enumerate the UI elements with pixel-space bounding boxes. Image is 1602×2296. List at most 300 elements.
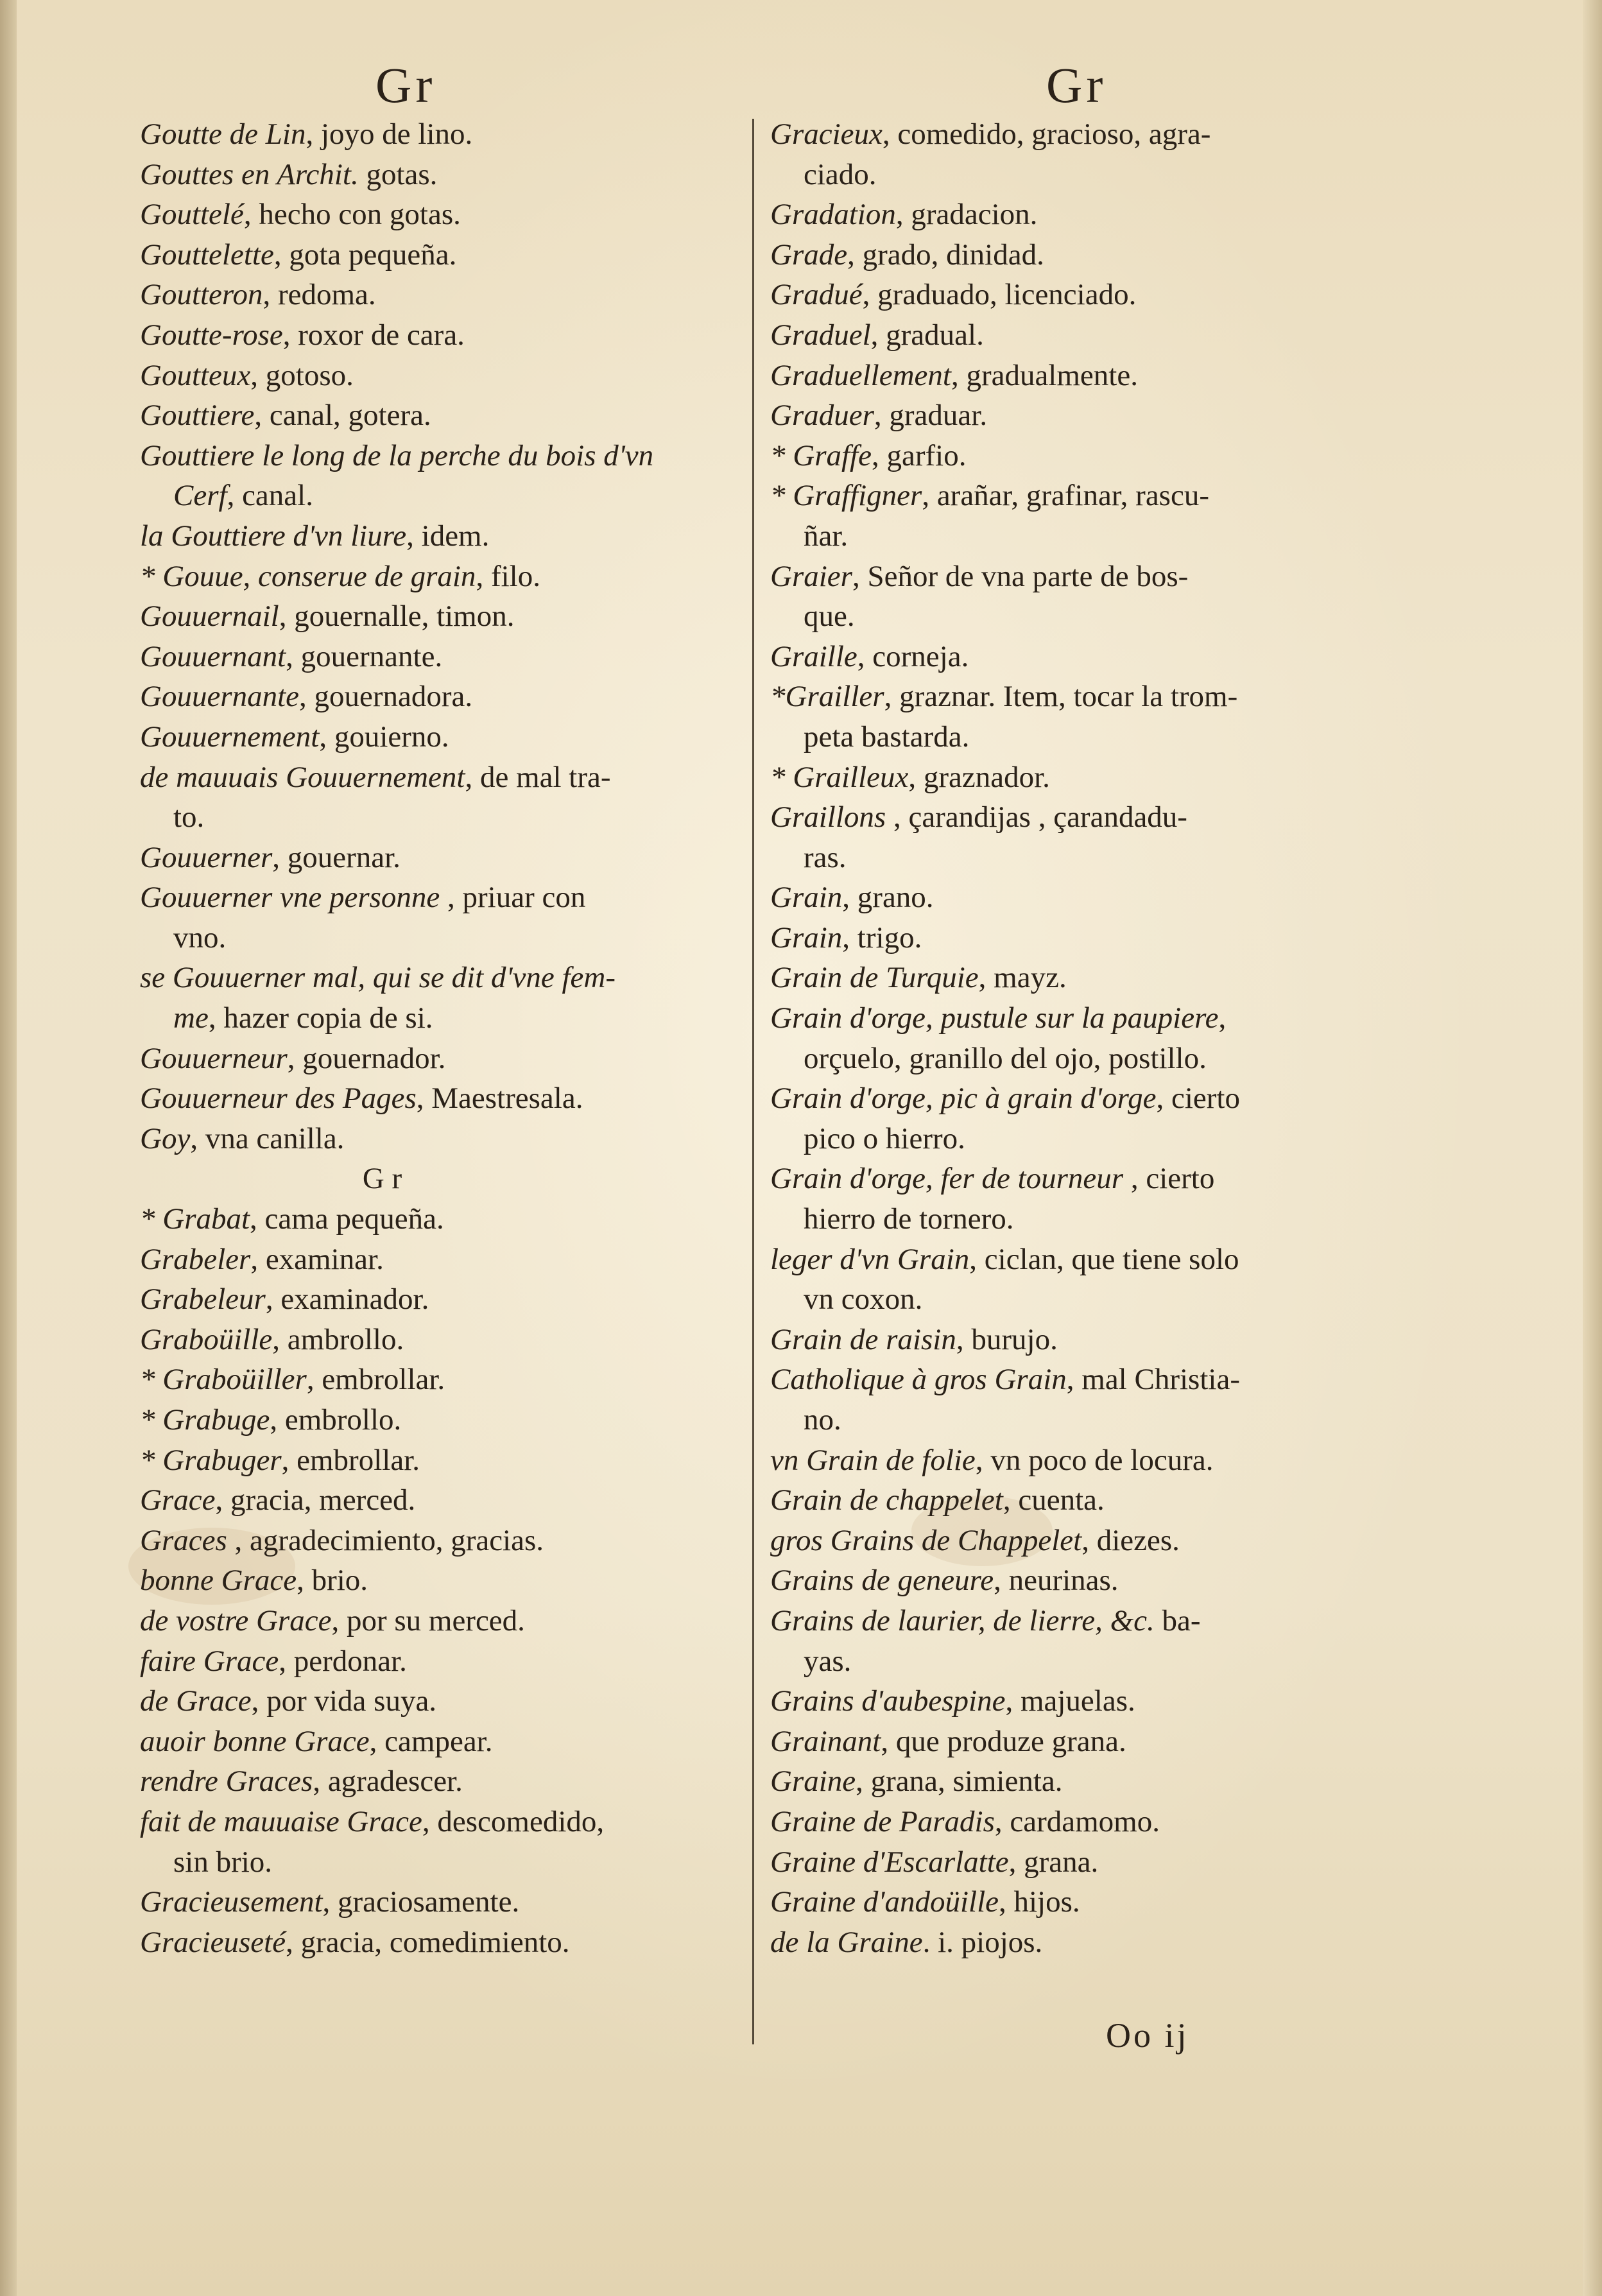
dictionary-line [140,114,740,155]
translation: brio. [311,1564,368,1598]
headword: fait de mauuaise Grace [140,1804,422,1838]
translation: Señor de vna parte de bos- [867,559,1189,593]
translation: to. [173,800,205,834]
dictionary-line [140,356,740,396]
separator: , [978,961,994,995]
dictionary-line [770,1039,1380,1079]
dictionary-line [140,1560,740,1601]
translation: agradescer. [327,1765,463,1799]
headword: Grain de Turquie [770,961,979,995]
headword: de Grace [140,1684,252,1718]
dictionary-line [140,838,740,878]
translation: vno. [173,920,227,954]
separator: , [279,1644,294,1678]
headword: * Grabat [140,1202,250,1236]
translation: ñar. [804,519,848,553]
headword: Graduel [770,318,871,352]
dictionary-line [140,1521,740,1561]
headword: Gouuernement [140,720,320,754]
translation: ciclan, que tiene solo [984,1242,1239,1276]
separator: , [299,680,314,714]
dictionary-line [140,1601,740,1641]
separator: , [331,1603,347,1637]
translation: garfio. [886,438,967,472]
translation: graznar. Item, tocar la trom- [899,680,1238,714]
translation: graciosamente. [338,1885,520,1919]
dictionary-line [140,1320,740,1360]
dictionary-line [770,395,1380,436]
separator: , [1156,1082,1171,1116]
translation: grana, simienta. [870,1765,1063,1799]
dictionary-line [140,918,740,958]
translation: embrollar. [297,1443,420,1477]
headword: Gouttelé [140,198,244,232]
headword: * Grabuger [140,1443,282,1477]
dictionary-line [140,1802,740,1842]
translation: graduar. [889,399,988,433]
dictionary-line [140,1078,740,1119]
headword: Graine d'Escarlatte [770,1845,1009,1879]
dictionary-line [140,596,740,637]
separator [359,158,366,191]
translation: yas. [804,1644,852,1678]
translation: roxor de cara. [298,318,465,352]
translation: gouernante. [300,639,443,673]
dictionary-line [770,235,1380,275]
translation: burujo. [971,1322,1058,1356]
dictionary-line [140,1239,740,1280]
dictionary-line [770,677,1380,717]
translation: gradualmente. [966,358,1138,392]
dictionary-line [770,1400,1380,1440]
headword: bonne Grace [140,1564,297,1598]
headword: Gouuernant [140,639,286,673]
translation: gotas. [366,157,438,191]
headword: * Graboüiller [140,1363,307,1397]
headword: auoir bonne Grace [140,1724,370,1758]
translation: mal Christia- [1081,1363,1240,1397]
headword: Grain de chappelet [770,1483,1003,1517]
translation: graduado, licenciado. [877,278,1137,312]
separator: , [870,318,886,352]
dictionary-line [770,1159,1380,1199]
translation: comedido, gracioso, agra- [897,117,1211,151]
dictionary-line [140,797,740,838]
dictionary-line [140,1279,740,1320]
dictionary-line [140,1922,740,1963]
headword: vn Grain de folie [770,1443,976,1477]
separator: , [1003,1483,1019,1517]
translation: cama pequeña. [264,1202,444,1236]
translation: mayz. [994,961,1067,995]
headword: gros Grains de Chappelet [770,1523,1082,1557]
translation: priuar con [462,881,586,915]
headword: Goutteux [140,358,251,392]
separator: , [440,881,463,915]
dictionary-line [770,797,1380,838]
headword: Catholique à gros Grain [770,1363,1067,1397]
translation: gouernadora. [314,680,473,714]
headword: Grabeleur [140,1282,266,1316]
headword: Gouuerner [140,840,273,874]
separator: , [881,1724,896,1758]
headword: me [173,1001,209,1035]
dictionary-line [770,1199,1380,1239]
separator: , [999,1885,1014,1919]
separator: , [895,198,911,232]
headword: * Grabuge [140,1403,270,1437]
dictionary-line [140,1480,740,1521]
separator [1155,1604,1162,1637]
separator: , [281,1443,297,1477]
page-right-edge [1583,0,1602,2296]
signature-mark: Oo ij [1106,2016,1189,2055]
translation: cierto [1146,1162,1215,1196]
separator: , [243,198,259,232]
translation: trigo. [857,920,922,954]
headword: Graier [770,559,852,593]
separator: , [250,1202,265,1236]
dictionary-line [770,1922,1380,1963]
separator: , [227,479,243,513]
translation: joyo de lino. [320,117,473,151]
translation: de mal tra- [479,760,611,794]
separator: , [287,1041,303,1075]
dictionary-line [140,1400,740,1440]
separator: , [871,438,887,472]
dictionary-line [770,1239,1380,1280]
headword: Gradation [770,198,896,232]
headword: * Graffe [770,438,872,472]
dictionary-line [140,194,740,235]
separator: , [857,639,873,673]
dictionary-line [770,596,1380,637]
headword: Graine d'andoüille [770,1885,999,1919]
dictionary-line [140,717,740,757]
headword: de vostre Grace [140,1603,332,1637]
separator: , [254,399,270,433]
headword: Grain d'orge, fer de tourneur [770,1162,1124,1196]
separator: , [847,237,863,272]
dictionary-line [770,194,1380,235]
translation: graznador. [923,760,1050,794]
headword: Grade [770,237,848,272]
dictionary-line [140,677,740,717]
translation: peta bastarda. [804,720,970,754]
dictionary-line [140,1119,740,1159]
dictionary-line [770,114,1380,155]
separator: , [1123,1162,1146,1196]
headword: Grain [770,881,843,915]
translation: por vida suya. [266,1684,437,1718]
translation: hijos. [1013,1885,1080,1919]
dictionary-line [770,356,1380,396]
translation: sin brio. [173,1845,273,1879]
headword: Goutte-rose [140,318,283,352]
separator: , [882,117,898,151]
headword: Gouuerner vne personne [140,881,440,915]
translation: que. [804,600,855,634]
translation: grano. [857,881,934,915]
dictionary-line [770,998,1380,1039]
running-head-right: Gr [1046,57,1107,113]
dictionary-line [140,1359,740,1400]
headword: Graboüille [140,1322,273,1356]
headword: Graille [770,639,857,673]
translation: ambrollo. [287,1322,404,1356]
translation: arañar, grafinar, rascu- [936,479,1209,513]
translation: G r [362,1162,402,1196]
translation: no. [804,1403,841,1437]
separator: , [975,1443,991,1477]
translation: gracia, merced. [230,1483,416,1517]
translation: gotoso. [265,358,354,392]
headword: *Grailler [770,680,884,714]
dictionary-line [770,1722,1380,1762]
dictionary-line [140,637,740,677]
separator: , [227,1523,250,1557]
translation: diezes. [1096,1523,1180,1557]
translation: gradacion. [911,198,1038,232]
separator: , [265,1282,281,1316]
headword: Gouuerneur [140,1041,288,1075]
dictionary-line [770,1802,1380,1842]
separator: , [369,1724,385,1758]
translation: cuenta. [1018,1483,1105,1517]
headword: se Gouuerner mal, qui se dit d'vne fem- [140,961,616,995]
headword: Grain d'orge, pustule sur la paupiere [770,1001,1219,1035]
translation: gouernador. [302,1041,446,1075]
translation: majuelas. [1020,1684,1135,1718]
separator: , [422,1804,438,1838]
headword: Gracieusement [140,1885,323,1919]
dictionary-line [140,1842,740,1883]
headword: de mauuais Gouuernement [140,760,465,794]
separator: , [994,1804,1010,1838]
separator: . [922,1925,938,1959]
dictionary-line [140,436,740,476]
separator: , [190,1121,205,1155]
separator: , [951,358,967,392]
translation: cardamomo. [1010,1804,1160,1838]
headword: Graduer [770,399,874,433]
separator: , [273,237,289,272]
dictionary-line [770,1119,1380,1159]
translation: çarandijas , çarandadu- [908,800,1187,834]
separator: , [465,760,480,794]
translation: perdonar. [293,1644,407,1678]
dictionary-line [770,757,1380,798]
dictionary-line [770,1279,1380,1320]
translation: canal. [242,479,313,513]
translation: Maestresala. [431,1082,583,1116]
translation: hierro de tornero. [804,1202,1014,1236]
headword: Goutteron [140,278,263,312]
headword: Grains de laurier, de lierre, &c. [770,1603,1155,1637]
translation: examinador. [280,1282,429,1316]
headword: Graduellement [770,358,951,392]
translation: vn poco de locura. [990,1443,1214,1477]
dictionary-line [770,476,1380,516]
separator: , [994,1564,1009,1598]
headword: Grain de raisin [770,1322,956,1356]
separator: , [208,1001,224,1035]
separator: , [286,1925,301,1959]
translation: agradecimiento, gracias. [250,1523,544,1557]
separator: , [1005,1684,1021,1718]
dictionary-line [770,1882,1380,1922]
separator: , [250,358,266,392]
column-rule [752,119,754,2044]
headword: Graine [770,1765,856,1799]
translation: embrollar. [322,1363,445,1397]
translation: descomedido, [437,1804,605,1838]
headword: Gouttelette [140,237,274,272]
translation: gota pequeña. [289,237,457,272]
right-column [770,114,1380,1962]
headword: * Graffigner [770,479,922,513]
separator: , [856,1765,871,1799]
dictionary-line [140,275,740,315]
dictionary-line [140,958,740,998]
separator: , [969,1242,985,1276]
translation: examinar. [265,1242,384,1276]
headword: Goy [140,1121,191,1155]
translation: campear. [384,1724,493,1758]
separator: , [306,1363,322,1397]
separator: , [1008,1845,1024,1879]
translation: orçuelo, granillo del ojo, postillo. [804,1041,1207,1075]
dictionary-line [770,1521,1380,1561]
dictionary-line [770,1480,1380,1521]
separator: , [279,600,295,634]
headword: Cerf [173,479,227,513]
dictionary-line [140,395,740,436]
dictionary-line [140,1641,740,1682]
running-head-left: Gr [375,57,436,113]
headword: Gouuerneur des Pages [140,1082,417,1116]
headword: Gouttiere [140,399,255,433]
separator: , [270,1403,285,1437]
separator: , [322,1885,338,1919]
dictionary-line [770,838,1380,878]
dictionary-line [770,1842,1380,1883]
headword: * Grailleux [770,760,909,794]
dictionary-line [770,1359,1380,1400]
separator: , [862,278,878,312]
translation: canal, gotera. [269,399,431,433]
headword: Graces [140,1523,227,1557]
translation: redoma. [277,278,376,312]
dictionary-line [140,877,740,918]
headword: faire Grace [140,1644,279,1678]
dictionary-line [770,155,1380,195]
separator: , [874,399,890,433]
dictionary-line [140,1440,740,1481]
dictionary-line [140,998,740,1039]
separator: , [250,1242,266,1276]
separator: , [842,920,857,954]
dictionary-line [140,476,740,516]
dictionary-line [770,1761,1380,1802]
separator: , [319,720,334,754]
separator: , [476,559,491,593]
dictionary-line [140,757,740,798]
translation: ba- [1162,1603,1201,1637]
headword: leger d'vn Grain [770,1242,970,1276]
headword: Graine de Paradis [770,1804,995,1838]
dictionary-line [770,1601,1380,1641]
dictionary-line [770,315,1380,356]
translation: por su merced. [346,1603,525,1637]
headword: la Gouttiere d'vn liure [140,519,407,553]
separator: , [272,1322,288,1356]
dictionary-line [140,1039,740,1079]
separator: , [286,639,301,673]
headword: Grainant [770,1724,881,1758]
translation: corneja. [872,639,969,673]
translation: i. piojos. [938,1925,1043,1959]
dictionary-line [770,1078,1380,1119]
dictionary-line [770,958,1380,998]
separator: , [297,1564,312,1598]
translation: cierto [1171,1082,1240,1116]
dictionary-line [770,877,1380,918]
translation: grado, dinidad. [862,237,1044,272]
headword: de la Graine [770,1925,923,1959]
headword: Grains de geneure [770,1564,994,1598]
dictionary-line [140,1722,740,1762]
headword: Gouuernail [140,600,279,634]
headword: Grabeler [140,1242,251,1276]
translation: neurinas. [1008,1564,1119,1598]
dictionary-line [140,315,740,356]
translation: gouernalle, timon. [294,600,515,634]
headword: Graillons [770,800,886,834]
dictionary-line [140,1761,740,1802]
separator: , [306,117,321,151]
separator: , [956,1322,972,1356]
dictionary-line [770,918,1380,958]
separator: , [842,881,857,915]
translation: que produze grana. [895,1724,1126,1758]
separator: , [215,1483,230,1517]
translation: gracia, comedimiento. [300,1925,570,1959]
separator: , [852,559,868,593]
dictionary-line [770,1560,1380,1601]
separator: , [908,760,924,794]
translation: embrollo. [284,1403,402,1437]
headword: Gracieux [770,117,883,151]
headword: Grain d'orge, pic à grain d'orge [770,1082,1157,1116]
translation: grana. [1024,1845,1099,1879]
separator: , [1081,1523,1097,1557]
page-left-edge [0,0,17,2296]
dictionary-line [770,1641,1380,1682]
section-heading [140,1159,740,1199]
headword: Grains d'aubespine [770,1684,1006,1718]
translation: vna canilla. [205,1121,345,1155]
separator: , [251,1684,267,1718]
headword: Gouuernante [140,680,300,714]
headword: * Gouue, conserue de grain [140,559,476,593]
dictionary-line [770,557,1380,597]
headword: Goutte de Lin [140,117,306,151]
headword: Grain [770,920,843,954]
headword: Gouttiere le long de la perche du bois d'vn [140,438,654,472]
headword: Gouttes en Archit. [140,157,359,191]
translation: ras. [804,840,847,874]
